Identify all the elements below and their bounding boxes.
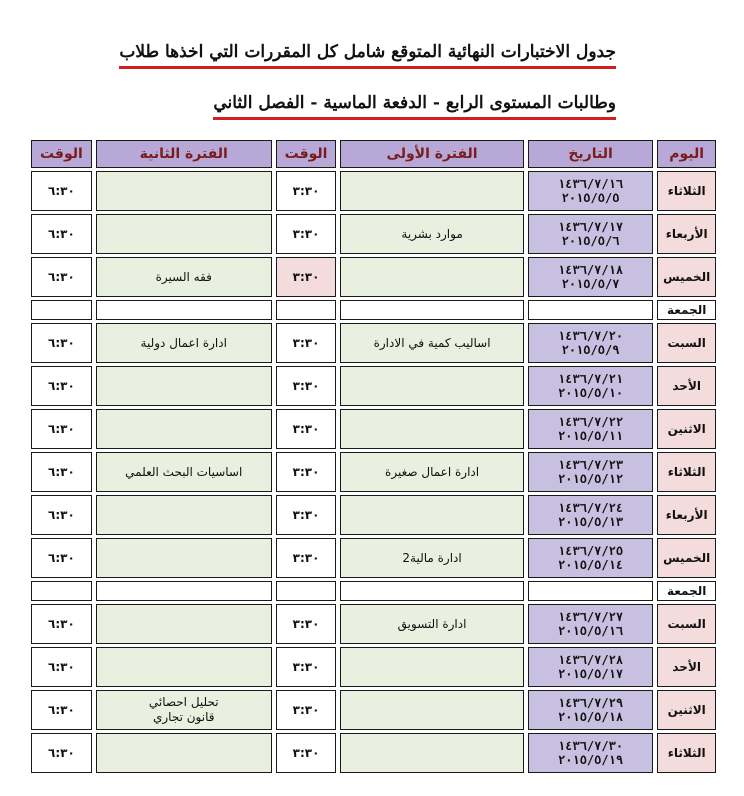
table-row: [31, 409, 716, 449]
header-day: اليوم: [657, 140, 716, 168]
period2-cell: [96, 647, 272, 687]
gregorian-date: ٢٠١٥/٥/٧: [561, 277, 620, 291]
time2-cell: ٦:٣٠: [31, 171, 92, 211]
time1-cell: ٣:٣٠: [276, 257, 337, 297]
period1-cell: [340, 409, 523, 449]
date-cell: [528, 171, 654, 211]
period1-cell: ادارة التسويق: [340, 604, 523, 644]
period2-cell: [96, 733, 272, 773]
period1-cell: موارد بشرية: [340, 214, 523, 254]
date-cell: [528, 214, 654, 254]
date-cell: [528, 733, 654, 773]
period1-cell: [340, 647, 523, 687]
header-date: التاريخ: [528, 140, 654, 168]
gregorian-date: ٢٠١٥/٥/١٢: [558, 472, 624, 486]
hijri-date: ١٤٣٦/٧/٢٢: [558, 415, 624, 429]
period2-course: تحليل احصائي: [148, 695, 219, 709]
time1-cell: [276, 581, 337, 601]
period2-cell: [96, 214, 272, 254]
gregorian-date: ٢٠١٥/٥/٩: [561, 343, 620, 357]
gregorian-date: ٢٠١٥/٥/١٣: [558, 515, 624, 529]
period2-cell: [96, 366, 272, 406]
time1-cell: ٣:٣٠: [276, 452, 337, 492]
period1-cell: [340, 581, 523, 601]
hijri-date: ١٤٣٦/٧/١٦: [558, 177, 624, 191]
day-cell: الاثنين: [657, 690, 716, 730]
table-row: [31, 257, 716, 297]
period2-cell: [96, 409, 272, 449]
time2-cell: [31, 581, 92, 601]
date-cell: [528, 300, 654, 320]
hijri-date: ١٤٣٦/٧/٢٥: [558, 544, 624, 558]
date-cell: [528, 538, 654, 578]
day-cell: الاثنين: [657, 409, 716, 449]
period2-cell: [96, 538, 272, 578]
period2-cell: [96, 604, 272, 644]
time2-cell: ٦:٣٠: [31, 323, 92, 363]
date-cell: [528, 495, 654, 535]
date-cell: [528, 323, 654, 363]
time1-cell: ٣:٣٠: [276, 604, 337, 644]
table-row: [31, 690, 716, 730]
hijri-date: ١٤٣٦/٧/٢٤: [558, 501, 624, 515]
time2-cell: ٦:٣٠: [31, 733, 92, 773]
period1-cell: [340, 495, 523, 535]
day-cell: الأربعاء: [657, 214, 716, 254]
exam-schedule-table: [27, 137, 720, 776]
period1-cell: ادارة اعمال صغيرة: [340, 452, 523, 492]
title-text-1: جدول الاختبارات النهائية المتوقع شامل كل المقررات التي اخذها طلاب: [119, 42, 616, 69]
header-time2: الوقت: [31, 140, 92, 168]
hijri-date: ١٤٣٦/٧/٢٩: [558, 696, 624, 710]
day-cell: الأربعاء: [657, 495, 716, 535]
table-row: [31, 452, 716, 492]
table-row: [31, 604, 716, 644]
table-row: [31, 495, 716, 535]
hijri-date: ١٤٣٦/٧/١٨: [558, 263, 624, 277]
time2-cell: [31, 300, 92, 320]
day-cell: الأحد: [657, 647, 716, 687]
hijri-date: ١٤٣٦/٧/٢٣: [558, 458, 624, 472]
time2-cell: ٦:٣٠: [31, 409, 92, 449]
day-cell: الثلاثاء: [657, 171, 716, 211]
day-cell: الخميس: [657, 257, 716, 297]
hijri-date: ١٤٣٦/٧/١٧: [558, 220, 624, 234]
time1-cell: ٣:٣٠: [276, 495, 337, 535]
hijri-date: ١٤٣٦/٧/٢٠: [558, 329, 624, 343]
date-cell: [528, 604, 654, 644]
title-text-2: وطالبات المستوى الرابع - الدفعة الماسية - الفصل الثاني: [213, 93, 616, 120]
document-title-line-2: [213, 93, 616, 120]
day-cell: الجمعة: [657, 300, 716, 320]
period2-cell: فقه السيرة: [96, 257, 272, 297]
day-cell: السبت: [657, 604, 716, 644]
time1-cell: ٣:٣٠: [276, 366, 337, 406]
date-cell: [528, 690, 654, 730]
time1-cell: ٣:٣٠: [276, 538, 337, 578]
period1-cell: [340, 300, 523, 320]
day-cell: الثلاثاء: [657, 733, 716, 773]
date-cell: [528, 581, 654, 601]
gregorian-date: ٢٠١٥/٥/١٧: [558, 667, 624, 681]
time2-cell: ٦:٣٠: [31, 214, 92, 254]
day-cell: الثلاثاء: [657, 452, 716, 492]
time1-cell: ٣:٣٠: [276, 171, 337, 211]
period2-cell: [96, 690, 272, 730]
time2-cell: ٦:٣٠: [31, 495, 92, 535]
gregorian-date: ٢٠١٥/٥/١٩: [558, 753, 624, 767]
gregorian-date: ٢٠١٥/٥/١٤: [558, 558, 624, 572]
period1-cell: ادارة مالية2: [340, 538, 523, 578]
table-row: [31, 647, 716, 687]
period1-cell: [340, 733, 523, 773]
gregorian-date: ٢٠١٥/٥/٥: [561, 191, 620, 205]
header-period1: الفترة الأولى: [340, 140, 523, 168]
time1-cell: ٣:٣٠: [276, 409, 337, 449]
period1-cell: [340, 171, 523, 211]
table-row: [31, 171, 716, 211]
document-title-line-1: [119, 42, 616, 69]
period1-cell: اساليب كمية في الادارة: [340, 323, 523, 363]
time1-cell: ٣:٣٠: [276, 647, 337, 687]
period1-cell: [340, 690, 523, 730]
day-cell: الخميس: [657, 538, 716, 578]
day-cell: الأحد: [657, 366, 716, 406]
time1-cell: ٣:٣٠: [276, 214, 337, 254]
hijri-date: ١٤٣٦/٧/٢٧: [558, 610, 624, 624]
table-row: [31, 538, 716, 578]
date-cell: [528, 452, 654, 492]
table-row: [31, 366, 716, 406]
header-row: [31, 140, 716, 168]
time1-cell: [276, 300, 337, 320]
day-cell: السبت: [657, 323, 716, 363]
schedule-body: [31, 171, 716, 773]
hijri-date: ١٤٣٦/٧/٣٠: [558, 739, 624, 753]
gregorian-date: ٢٠١٥/٥/١٨: [558, 710, 624, 724]
time1-cell: ٣:٣٠: [276, 323, 337, 363]
date-cell: [528, 366, 654, 406]
period1-cell: [340, 257, 523, 297]
time2-cell: ٦:٣٠: [31, 538, 92, 578]
friday-row: [31, 581, 716, 601]
time2-cell: ٦:٣٠: [31, 257, 92, 297]
time2-cell: ٦:٣٠: [31, 690, 92, 730]
gregorian-date: ٢٠١٥/٥/١١: [558, 429, 624, 443]
date-cell: [528, 257, 654, 297]
header-period2: الفترة الثانية: [96, 140, 272, 168]
day-cell: الجمعة: [657, 581, 716, 601]
time2-cell: ٦:٣٠: [31, 604, 92, 644]
time2-cell: ٦:٣٠: [31, 452, 92, 492]
time2-cell: ٦:٣٠: [31, 366, 92, 406]
period2-cell: اساسيات البحث العلمي: [96, 452, 272, 492]
gregorian-date: ٢٠١٥/٥/١٦: [558, 624, 624, 638]
table-row: [31, 214, 716, 254]
period2-cell: ادارة اعمال دولية: [96, 323, 272, 363]
header-time1: الوقت: [276, 140, 337, 168]
gregorian-date: ٢٠١٥/٥/٦: [561, 234, 620, 248]
period2-cell: [96, 300, 272, 320]
date-cell: [528, 647, 654, 687]
friday-row: [31, 300, 716, 320]
gregorian-date: ٢٠١٥/٥/١٠: [558, 386, 624, 400]
time2-cell: ٦:٣٠: [31, 647, 92, 687]
period2-cell: [96, 495, 272, 535]
time1-cell: ٣:٣٠: [276, 690, 337, 730]
hijri-date: ١٤٣٦/٧/٢٨: [558, 653, 624, 667]
period2-cell: [96, 581, 272, 601]
period2-cell: [96, 171, 272, 211]
time1-cell: ٣:٣٠: [276, 733, 337, 773]
period1-cell: [340, 366, 523, 406]
table-row: [31, 733, 716, 773]
period2-course: قانون تجاري: [152, 710, 215, 724]
hijri-date: ١٤٣٦/٧/٢١: [558, 372, 624, 386]
table-row: [31, 323, 716, 363]
date-cell: [528, 409, 654, 449]
